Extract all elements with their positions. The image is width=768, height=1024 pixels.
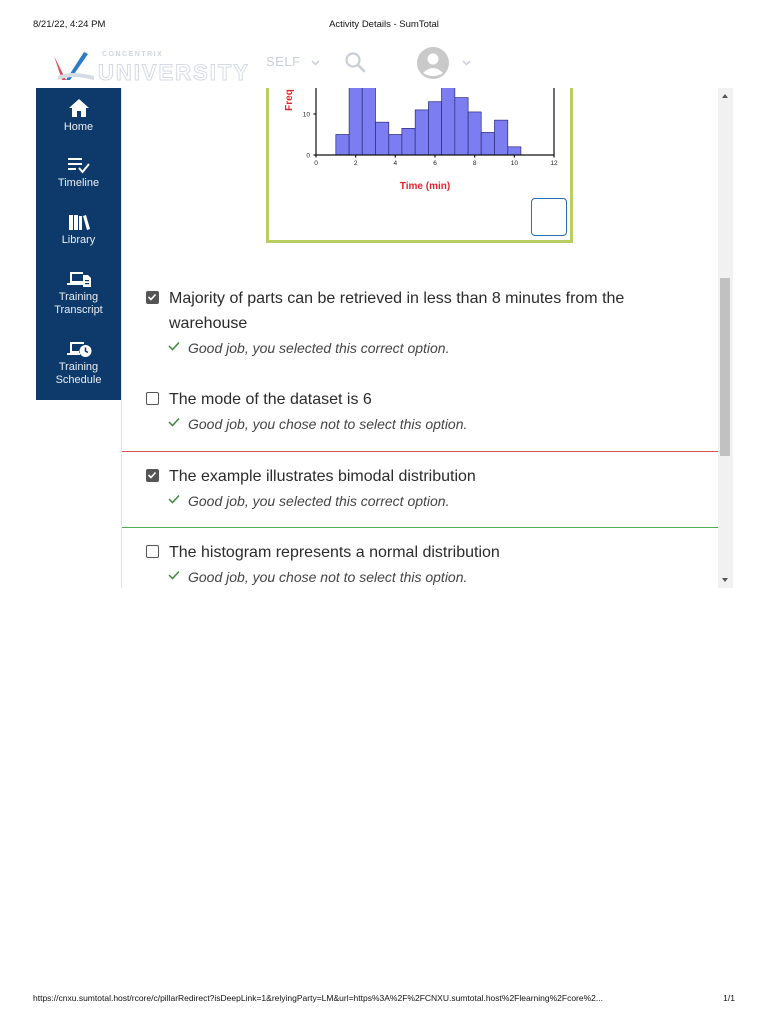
zoom-image-button[interactable]: [531, 198, 567, 236]
checkmark-icon: [147, 470, 157, 480]
histogram-chart: [269, 88, 570, 240]
checkbox-unchecked[interactable]: [146, 392, 159, 405]
correct-check-icon: [168, 417, 180, 427]
scroll-down-arrow[interactable]: [722, 578, 728, 582]
y-axis-label: Freq: [284, 89, 295, 111]
avatar-icon: [416, 46, 450, 80]
option-feedback: [146, 338, 706, 358]
answer-option: [146, 464, 706, 511]
scroll-up-arrow[interactable]: [722, 94, 728, 98]
feedback-text: Good job, you selected this correct option.: [188, 493, 450, 509]
sidebar-item-label: Timeline: [57, 177, 100, 189]
x-tick-label: 2: [353, 160, 358, 167]
x-tick-label: 10: [510, 160, 518, 167]
transcript-icon: [66, 270, 92, 288]
chevron-down-icon: [462, 60, 471, 66]
histogram-bar: [468, 112, 481, 155]
histogram-bar: [376, 122, 389, 155]
answer-option: [146, 540, 706, 587]
print-header: [0, 19, 768, 33]
checkbox-unchecked[interactable]: [146, 545, 159, 558]
schedule-icon: [66, 340, 92, 358]
histogram-bar: [402, 128, 415, 155]
histogram-bar: [495, 120, 508, 155]
feedback-text: Good job, you chose not to select this option.: [188, 416, 468, 432]
sidebar-item-library[interactable]: [36, 213, 121, 247]
print-title: Activity Details - SumTotal: [329, 19, 439, 30]
histogram-x-ticks: [314, 155, 558, 167]
activity-content: [121, 88, 719, 588]
option-text: The mode of the dataset is 6: [169, 391, 372, 408]
logo-small-text: CONCENTRIX: [102, 51, 164, 58]
option-row[interactable]: [146, 387, 706, 412]
sidebar-item-training-schedule[interactable]: [36, 340, 121, 387]
x-axis-label: Time (min): [399, 181, 451, 192]
correct-check-icon: [168, 494, 180, 504]
option-feedback: [146, 567, 706, 587]
checkmark-icon: [147, 292, 157, 302]
x-tick-label: 0: [314, 160, 318, 167]
logo-big-text: UNIVERSITY: [98, 60, 251, 85]
histogram-bar: [428, 102, 441, 155]
incorrect-separator: [122, 451, 719, 452]
user-menu[interactable]: [416, 46, 471, 80]
sidebar-navigation: [36, 88, 121, 400]
histogram-bar: [442, 88, 455, 155]
top-navigation-bar: [36, 42, 736, 88]
checkbox-checked[interactable]: [146, 469, 159, 482]
self-menu-dropdown[interactable]: [266, 54, 320, 69]
histogram-y-ticks: [303, 112, 316, 160]
option-row[interactable]: [146, 286, 706, 336]
option-text: The histogram represents a normal distribution: [169, 544, 500, 561]
histogram-bar: [349, 88, 362, 155]
sidebar-item-label: Home: [63, 121, 94, 133]
y-tick-label: 10: [302, 111, 310, 119]
correct-check-icon: [168, 341, 180, 351]
sidebar-item-timeline[interactable]: [36, 156, 121, 190]
print-url: https://cnxu.sumtotal.host/rcore/c/pillarRedirect?isDeepLink=1&relyingParty=LM&url=https%3A%2F%2FCNXU.sumtotal.host%2Flearning%2Fcore%2...: [33, 993, 603, 1003]
feedback-text: Good job, you chose not to select this option.: [188, 569, 468, 585]
correct-check-icon: [168, 570, 180, 580]
sidebar-item-label: Library: [61, 234, 96, 246]
histogram-bar: [415, 110, 428, 155]
library-icon: [67, 213, 91, 231]
print-page-number: 1/1: [723, 993, 735, 1003]
sidebar-item-training-transcript[interactable]: [36, 270, 121, 317]
answer-option: [146, 387, 706, 434]
print-date: 8/21/22, 4:24 PM: [33, 19, 106, 30]
x-tick-label: 4: [393, 160, 398, 167]
option-feedback: [146, 491, 706, 511]
self-menu-label: SELF: [266, 54, 301, 69]
timeline-icon: [67, 156, 91, 174]
histogram-bar: [336, 135, 349, 156]
university-logo[interactable]: [50, 46, 250, 86]
correct-separator: [122, 527, 719, 528]
content-scrollbar[interactable]: [718, 88, 733, 588]
logo-mark-icon: [50, 50, 96, 84]
histogram-figure: [266, 88, 573, 243]
x-tick-label: 6: [433, 160, 437, 167]
sidebar-item-label: Training Transcript: [54, 291, 103, 316]
scroll-thumb[interactable]: [720, 278, 730, 456]
sidebar-item-home[interactable]: [36, 98, 121, 134]
histogram-bars: [336, 88, 521, 155]
y-tick-label: 0: [306, 152, 310, 160]
option-feedback: [146, 414, 706, 434]
histogram-bar: [389, 135, 402, 156]
answer-option: [146, 286, 706, 358]
home-icon: [68, 98, 90, 118]
sidebar-item-label: Training Schedule: [55, 361, 102, 386]
histogram-bar: [362, 88, 375, 155]
checkbox-checked[interactable]: [146, 291, 159, 304]
chevron-down-icon: [311, 60, 320, 66]
x-tick-label: 12: [550, 160, 558, 167]
histogram-bar: [481, 132, 494, 155]
histogram-bar: [455, 98, 468, 155]
x-tick-label: 8: [472, 160, 477, 167]
option-row[interactable]: [146, 540, 706, 565]
option-text: Majority of parts can be retrieved in less than 8 minutes from the warehouse: [169, 290, 625, 332]
option-row[interactable]: [146, 464, 706, 489]
feedback-text: Good job, you selected this correct option.: [188, 340, 450, 356]
histogram-bar: [508, 147, 521, 155]
search-icon[interactable]: [344, 51, 366, 73]
option-text: The example illustrates bimodal distribution: [169, 468, 476, 485]
